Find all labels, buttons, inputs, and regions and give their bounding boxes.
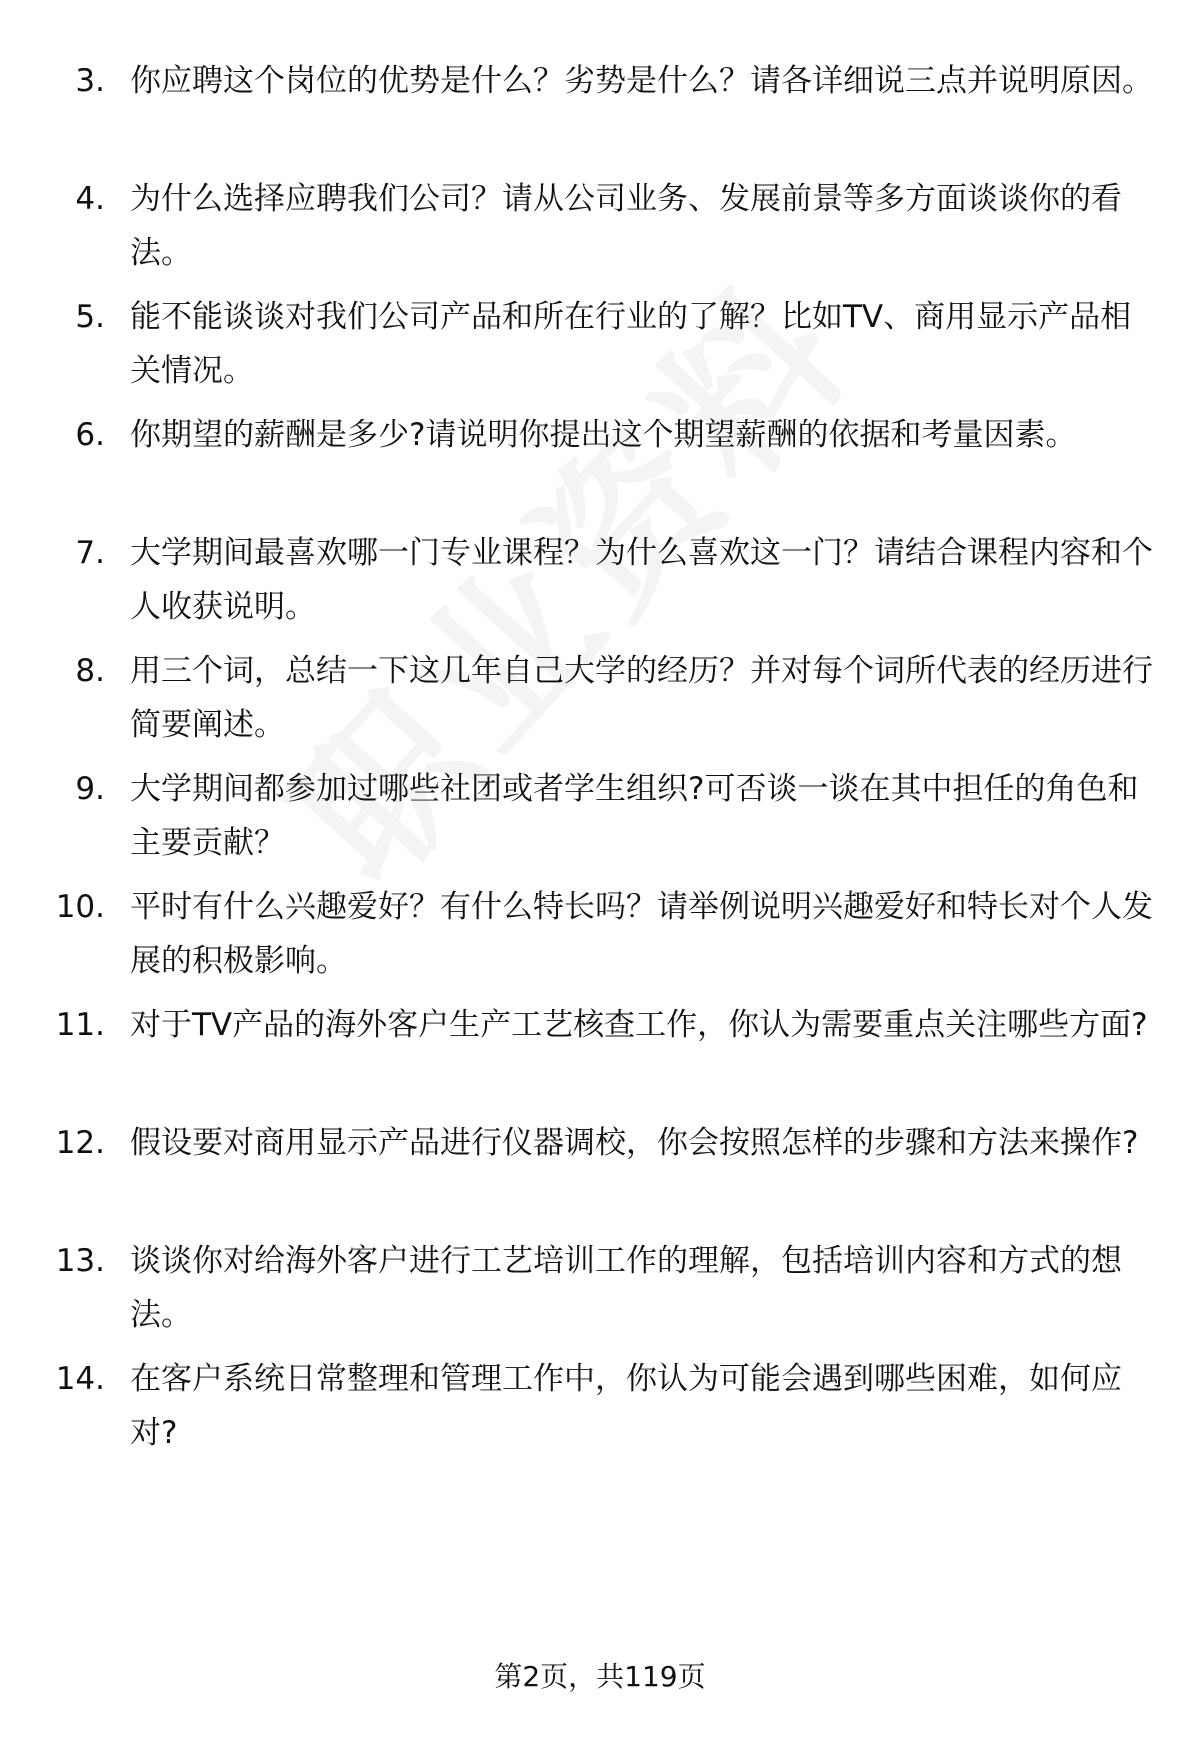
question-number: 10. bbox=[55, 889, 105, 925]
question-item bbox=[0, 1352, 1200, 1462]
page-number-label: 第2页，共119页 bbox=[494, 1660, 706, 1693]
question-item bbox=[0, 408, 1200, 518]
question-text: 你期望的薪酬是多少?请说明你提出这个期望薪酬的依据和考量因素。 bbox=[130, 417, 1077, 453]
question-text: 为什么选择应聘我们公司？请从公司业务、发展前景等多方面谈谈你的看法。 bbox=[130, 181, 1122, 271]
question-number: 14. bbox=[55, 1361, 105, 1397]
question-item bbox=[0, 526, 1200, 636]
question-number: 5. bbox=[75, 299, 105, 335]
question-number: 11. bbox=[55, 1007, 105, 1043]
question-text: 用三个词，总结一下这几年自己大学的经历？并对每个词所代表的经历进行简要阐述。 bbox=[130, 653, 1153, 743]
question-number: 4. bbox=[75, 181, 105, 217]
question-item bbox=[0, 290, 1200, 400]
question-item bbox=[0, 762, 1200, 872]
question-number: 12. bbox=[55, 1125, 105, 1161]
question-text: 谈谈你对给海外客户进行工艺培训工作的理解，包括培训内容和方式的想法。 bbox=[130, 1243, 1122, 1333]
question-text: 假设要对商用显示产品进行仪器调校，你会按照怎样的步骤和方法来操作? bbox=[130, 1125, 1139, 1161]
question-number: 8. bbox=[75, 653, 105, 689]
question-number: 9. bbox=[75, 771, 105, 807]
page-footer bbox=[0, 1657, 1200, 1697]
question-item bbox=[0, 54, 1200, 164]
question-number: 7. bbox=[75, 535, 105, 571]
question-item bbox=[0, 880, 1200, 990]
question-text: 你应聘这个岗位的优势是什么？劣势是什么？请各详细说三点并说明原因。 bbox=[130, 63, 1153, 99]
question-text: 大学期间最喜欢哪一门专业课程？为什么喜欢这一门？请结合课程内容和个人收获说明。 bbox=[130, 535, 1153, 625]
question-text: 大学期间都参加过哪些社团或者学生组织?可否谈一谈在其中担任的角色和主要贡献？ bbox=[130, 771, 1139, 861]
question-item bbox=[0, 172, 1200, 282]
question-item bbox=[0, 644, 1200, 754]
question-number: 6. bbox=[75, 417, 105, 453]
question-item bbox=[0, 1234, 1200, 1344]
question-number: 13. bbox=[55, 1243, 105, 1279]
question-item bbox=[0, 998, 1200, 1108]
question-item bbox=[0, 1116, 1200, 1226]
question-text: 平时有什么兴趣爱好？有什么特长吗？请举例说明兴趣爱好和特长对个人发展的积极影响。 bbox=[130, 889, 1153, 979]
question-text: 在客户系统日常整理和管理工作中，你认为可能会遇到哪些困难，如何应对? bbox=[130, 1361, 1122, 1451]
question-text: 能不能谈谈对我们公司产品和所在行业的了解？比如TV、商用显示产品相关情况。 bbox=[130, 299, 1132, 389]
question-number: 3. bbox=[75, 63, 105, 99]
question-text: 对于TV产品的海外客户生产工艺核查工作，你认为需要重点关注哪些方面? bbox=[130, 1007, 1148, 1043]
